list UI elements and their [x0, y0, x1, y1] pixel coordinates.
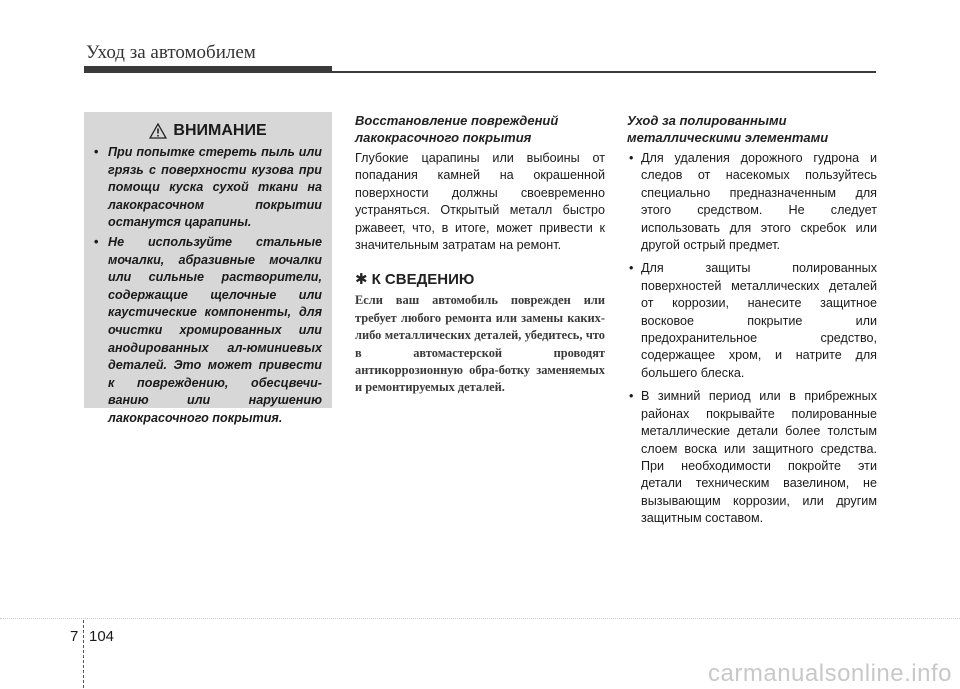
page-number: 104 — [89, 628, 115, 645]
left-column — [84, 112, 332, 425]
watermark: carmanualsonline.info — [708, 660, 952, 687]
footer-guide-line — [0, 618, 960, 619]
header-rule — [332, 71, 876, 73]
middle-column — [355, 112, 605, 397]
warning-item: • При попытке стереть пыль или грязь с поверхности кузова при помощи куска сухой ткани на лакокрасочном покрытии останутся царапины. — [94, 144, 322, 232]
right-column — [627, 112, 877, 534]
polished-item: • Для удаления дорожного гудрона и следов от насекомых пользуйтесь специально предназначенным для этого средством. Не следует использовать для этого скребок или другой острый предмет. — [627, 150, 877, 254]
polished-item: • В зимний период или в прибрежных районах покрывайте полированные металлические детали более толстым слоем воска или защитного средства. При необходимости покройте эти детали техническим вазелином, не вызывающим коррозии, или другим защитным составом. — [627, 388, 877, 527]
warning-item: • Не используйте стальные мочалки, абразивные мочалки или сильные растворители, содержащие щелочные или каустические компоненты, для очистки хромированных или анодированных ал-юминиевых деталей. Это может привести к повреждению, обесцвечи-ванию или нарушению лакокрасочного покрытия. — [94, 234, 322, 428]
polished-section-title: Уход за полированными металлическими элементами — [627, 113, 829, 145]
info-body: Если ваш автомобиль поврежден или требует любого ремонта или замены каких-либо металлических деталей, убедитесь, что в автомастерской проводят антикоррозионную обра-ботку заменяемых и ремонтируемых деталей. — [355, 293, 605, 395]
info-heading — [355, 270, 605, 288]
chapter-number: 7 — [70, 628, 79, 645]
warning-triangle-icon — [149, 123, 167, 139]
warning-title: ВНИМАНИЕ — [173, 122, 267, 139]
page-header-title: Уход за автомобилем — [86, 42, 256, 63]
polished-item: • Для защиты полированных поверхностей металлических деталей от коррозии, нанесите защитное восковое покрытие или предохранительное средство, содержащее хром, и натрите для большего блеска. — [627, 260, 877, 382]
footer-divider — [83, 620, 84, 688]
warning-list — [94, 144, 322, 428]
warning-box — [84, 112, 332, 425]
asterisk-icon: ✱ — [355, 271, 368, 289]
repair-section-body: Глубокие царапины или выбоины от попадания камней на окрашенной поверхности должны своевременно устраняться. Открытый металл быстро ржавеет, что, в итоге, может привести к значительным затратам на ремонт. — [355, 151, 605, 253]
warning-heading — [94, 122, 322, 140]
polished-list — [627, 150, 877, 528]
repair-section-title: Восстановление повреждений лакокрасочного покрытия — [355, 113, 559, 145]
header-bar — [84, 66, 332, 73]
info-title: К СВЕДЕНИЮ — [371, 270, 475, 288]
